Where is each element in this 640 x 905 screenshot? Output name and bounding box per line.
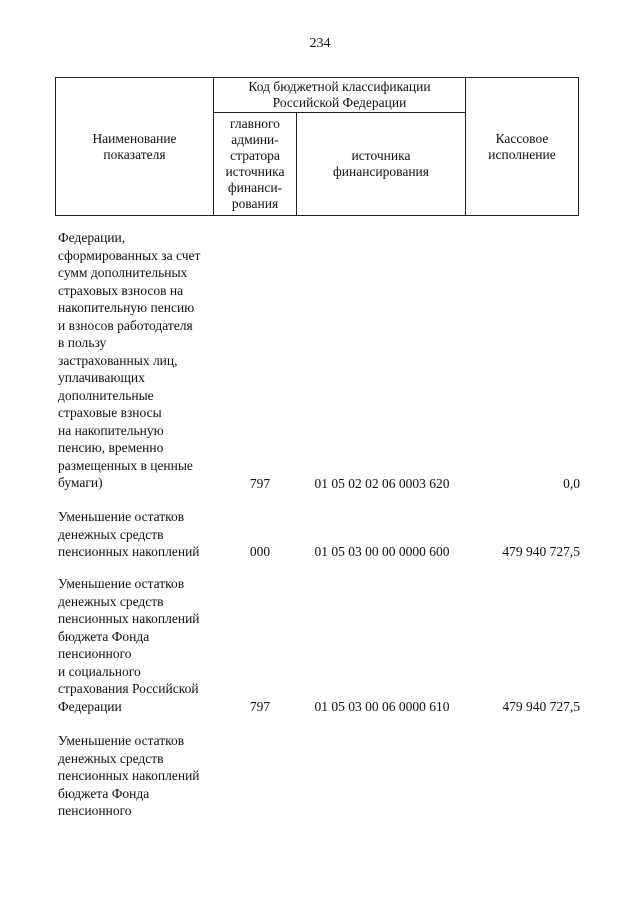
header-admin-column: главного админи- стратора источника финанси- рования <box>225 116 285 211</box>
row-name: Уменьшение остатков денежных средств пенсионных накоплений бюджета Фонда пенсионного и социального страхования Российской Федерации <box>58 576 200 714</box>
row-admin-code: 797 <box>249 475 271 491</box>
row-amount: 479 940 727,5 <box>502 543 580 559</box>
row-source-code: 01 05 02 02 06 0003 620 <box>314 475 450 491</box>
row-source-code: 01 05 03 00 06 0000 610 <box>314 698 450 714</box>
header-code-group: Код бюджетной классификации Российской Федерации <box>248 79 431 110</box>
table-row <box>0 229 640 492</box>
row-admin-code: 000 <box>249 543 271 559</box>
table-row <box>0 575 640 715</box>
table-row <box>0 508 640 560</box>
page-number: 234 <box>309 36 331 51</box>
row-name: Федерации, сформированных за счет сумм дополнительных страховых взносов на накопительную пенсию и взносов работодателя в пользу застрахованных лиц, уплачивающих дополнительные страховые взносы на накопительную пенсию, временно размещенных в ценные бумаги) <box>58 230 201 490</box>
row-source-code: 01 05 03 00 00 0000 600 <box>314 543 450 559</box>
row-name: Уменьшение остатков денежных средств пенсионных накоплений бюджета Фонда пенсионного <box>58 733 200 818</box>
row-admin-code: 797 <box>249 698 271 714</box>
table-header <box>55 77 579 216</box>
header-name-column: Наименование показателя <box>92 130 177 162</box>
row-amount: 0,0 <box>563 475 580 491</box>
header-border-bottom <box>55 215 579 216</box>
row-name: Уменьшение остатков денежных средств пенсионных накоплений <box>58 509 200 559</box>
header-source-column: источника финансирования <box>333 148 429 179</box>
header-amount-column: Кассовое исполнение <box>488 130 556 162</box>
table-row <box>0 732 640 820</box>
header-border-right <box>578 77 579 216</box>
row-amount: 479 940 727,5 <box>502 698 580 714</box>
